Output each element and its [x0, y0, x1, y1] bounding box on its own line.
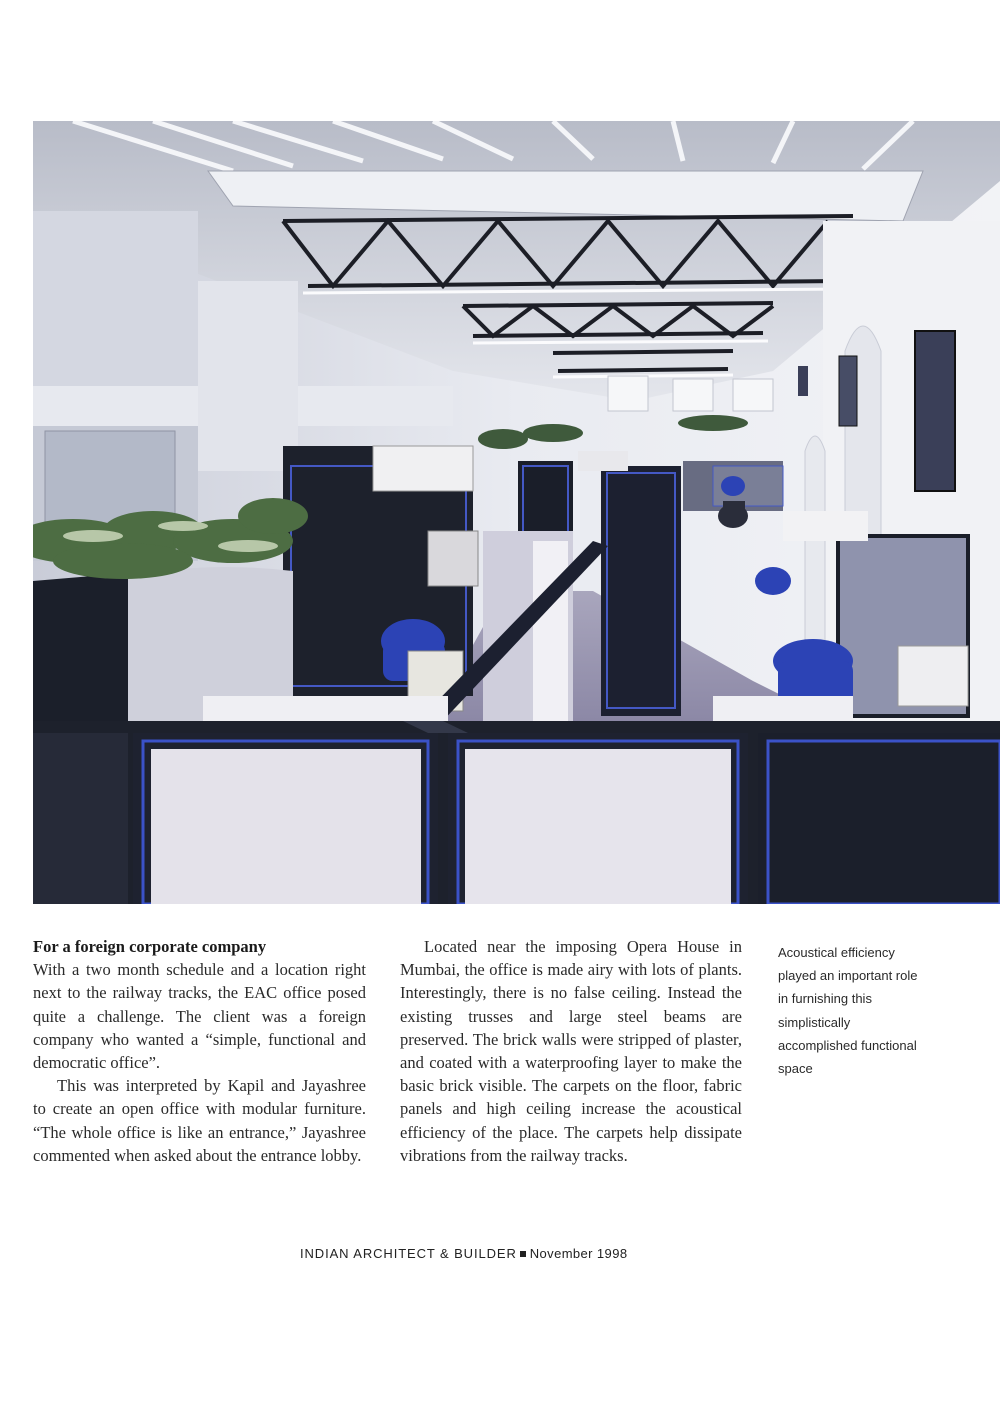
- page-footer: [300, 1246, 720, 1261]
- issue-date: November 1998: [529, 1246, 628, 1261]
- separator-square-icon: [520, 1251, 526, 1257]
- article-paragraph: With a two month schedule and a location right next to the railway tracks, the EAC office posed quite a challenge. The client was a foreign company who wanted a “simple, functional and democratic office”.: [33, 960, 366, 1073]
- office-interior-photo: [33, 121, 1000, 904]
- photo-caption: Acoustical efficiency played an important role in furnishing this simplistically accomplished functional space: [778, 945, 918, 1077]
- office-interior-illustration: [33, 121, 1000, 904]
- article-heading: For a foreign corporate company: [33, 937, 267, 956]
- article-column-2: [400, 935, 742, 1167]
- publication-name: INDIAN ARCHITECT & BUILDER: [300, 1246, 517, 1261]
- article-paragraph: This was interpreted by Kapil and Jayashree to create an open office with modular furniture. “The whole office is like an entrance,” Jayashree commented when asked about the entrance lobby.: [33, 1076, 366, 1165]
- article-column-1: [33, 935, 366, 1167]
- article-paragraph: Located near the imposing Opera House in Mumbai, the office is made airy with lots of plants. Interestingly, there is no false ceiling. Instead the existing trusses and large steel beams are preserved. The brick walls were stripped of plaster, and coated with a waterproofing layer to make the basic brick visible. The carpets on the floor, fabric panels and high ceiling increase the acoustical efficiency of the place. The carpets help dissipate vibrations from the railway tracks.: [400, 937, 742, 1165]
